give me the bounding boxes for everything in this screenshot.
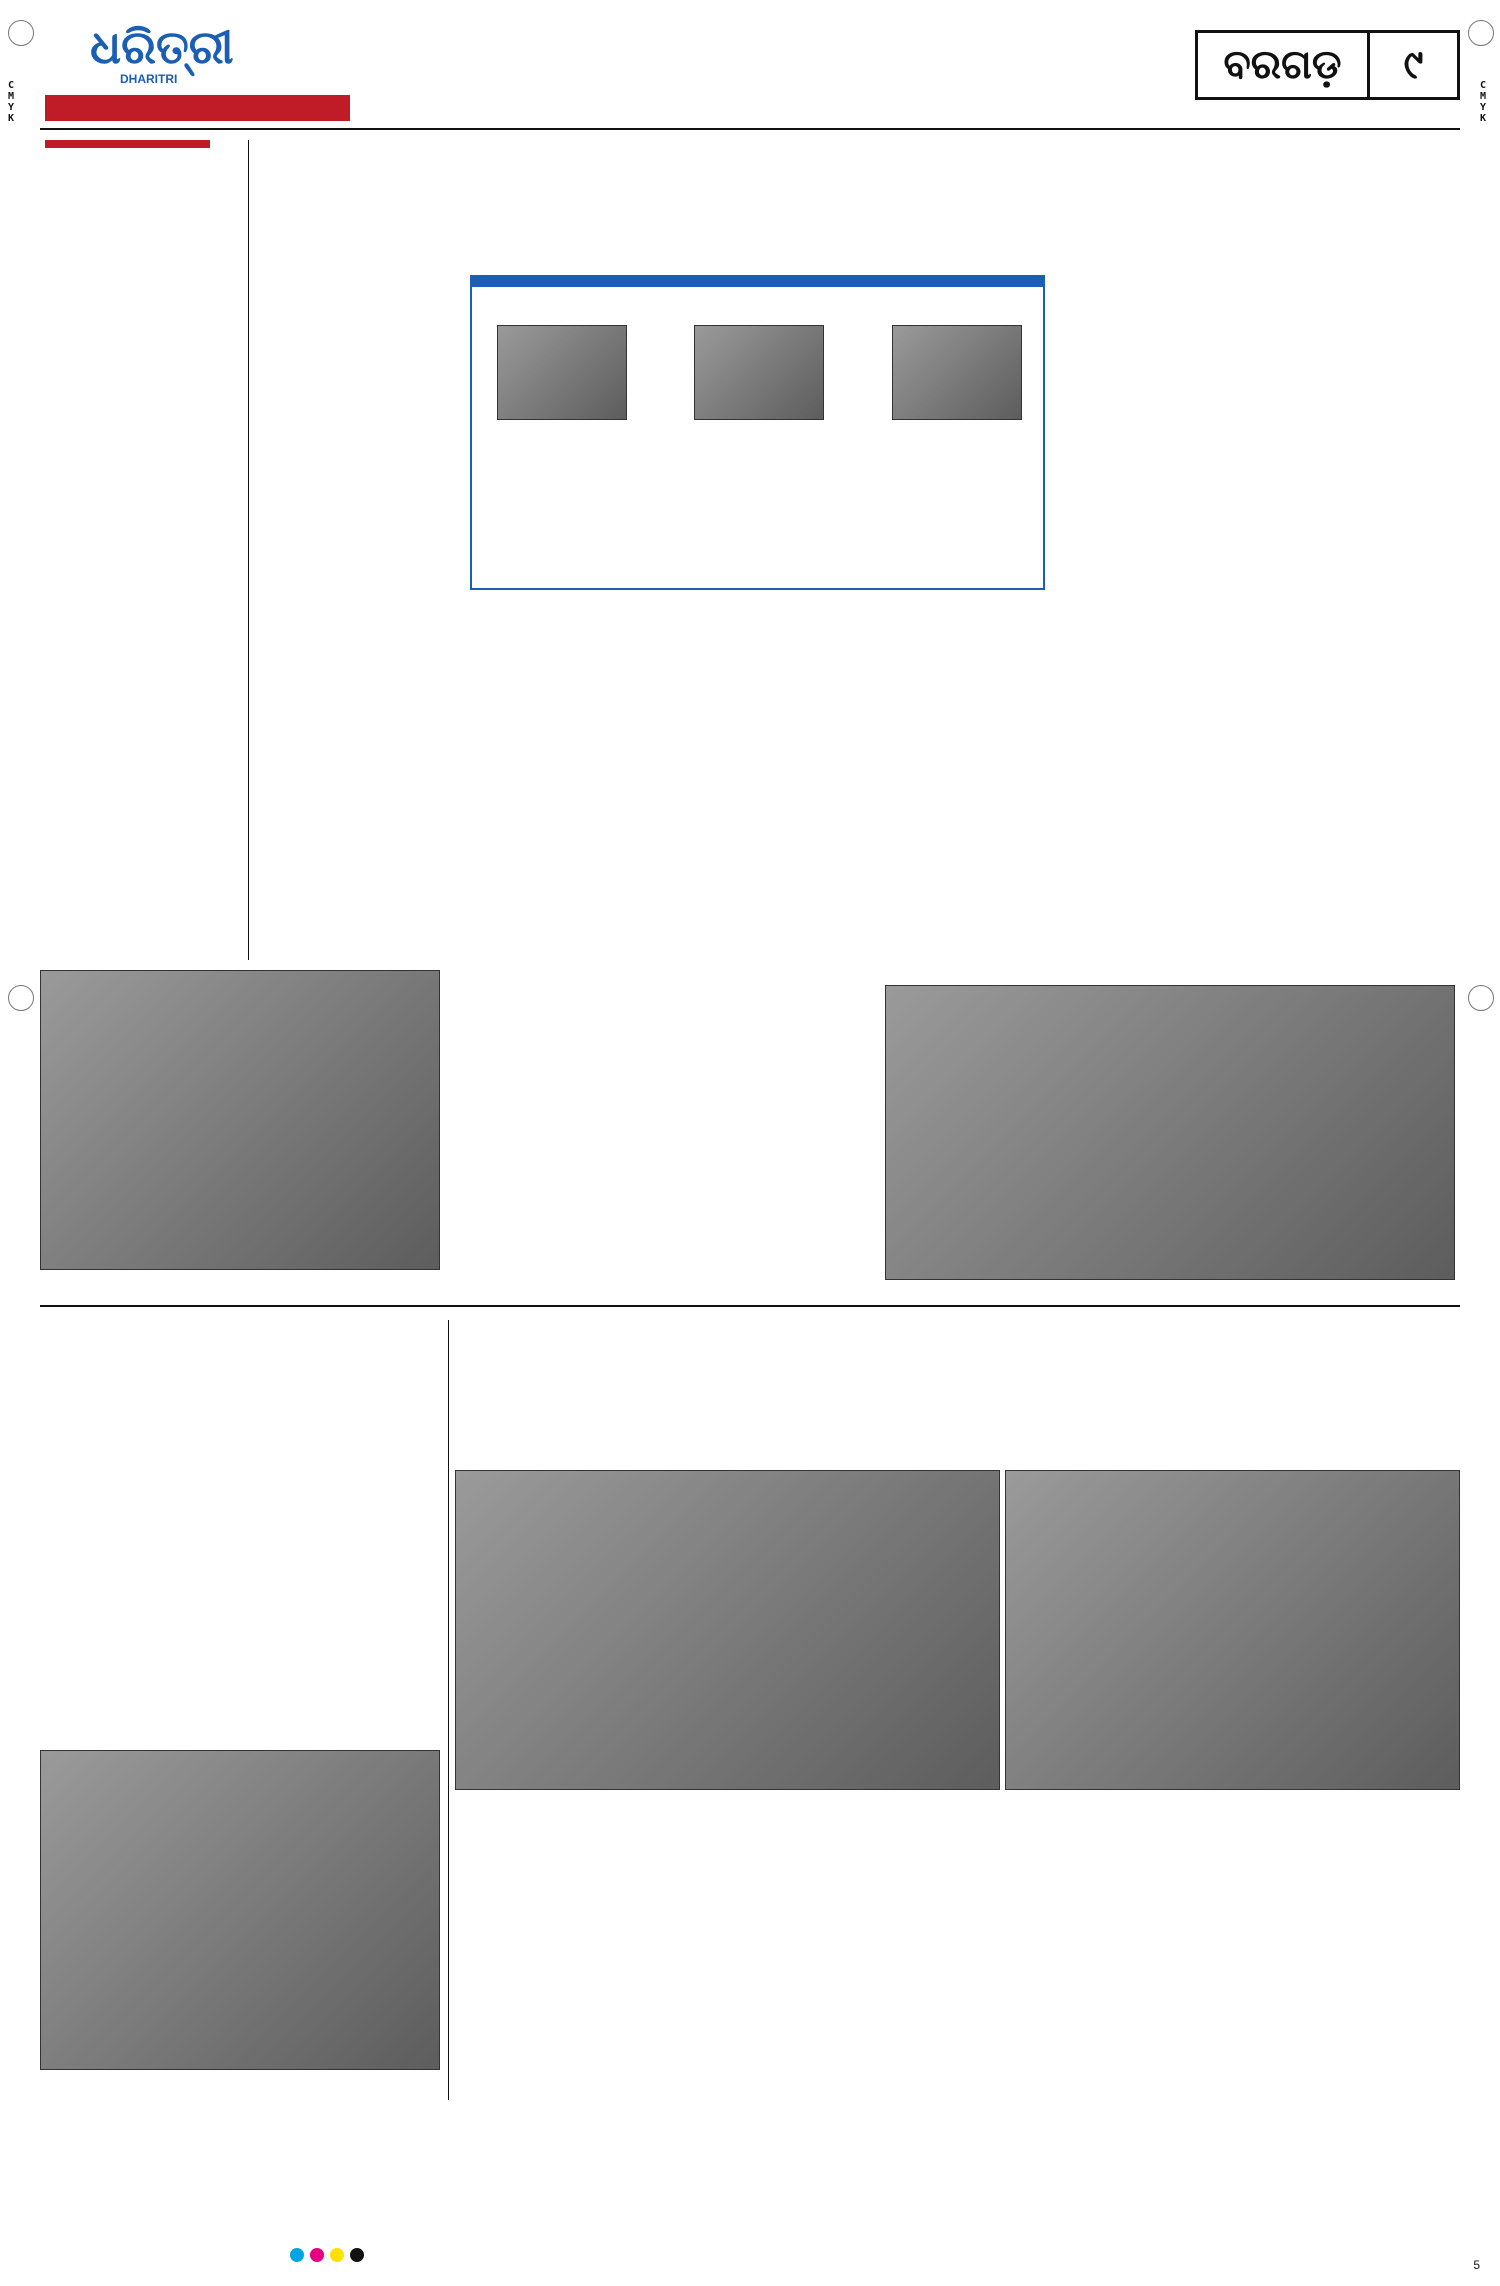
story-body bbox=[1060, 735, 1460, 955]
bank-story-photo bbox=[885, 985, 1455, 1280]
story-body bbox=[1060, 320, 1460, 550]
print-swatch-black bbox=[350, 2248, 364, 2262]
quote-text bbox=[860, 427, 1040, 537]
masthead-rule bbox=[40, 128, 1460, 130]
protest-photo bbox=[455, 1470, 1000, 1790]
lead-body-col1 bbox=[255, 330, 465, 950]
masthead-logo: ଧରିତ୍ରୀ bbox=[90, 20, 234, 74]
masthead-latin: DHARITRI bbox=[120, 72, 178, 86]
registration-mark bbox=[8, 985, 34, 1011]
column-rule bbox=[248, 140, 249, 960]
bank-story-body bbox=[455, 1070, 875, 1290]
protest-photo bbox=[1005, 1470, 1460, 1790]
feature-photo bbox=[40, 970, 440, 1270]
print-swatch-magenta bbox=[310, 2248, 324, 2262]
cricket-body bbox=[40, 1475, 440, 1735]
quote-text bbox=[670, 427, 850, 537]
quote-portrait bbox=[694, 325, 824, 420]
quote-portrait bbox=[497, 325, 627, 420]
print-swatch-cyan bbox=[290, 2248, 304, 2262]
lead-body-col2 bbox=[475, 600, 825, 950]
page-number: ୯ bbox=[1370, 30, 1460, 100]
section-rule bbox=[40, 1305, 1460, 1307]
column-rule bbox=[448, 1320, 449, 2100]
registration-mark bbox=[1468, 985, 1494, 1011]
cmyk-mark: C M Y K bbox=[1480, 80, 1487, 124]
quote-panel-title bbox=[472, 277, 1043, 287]
registration-mark bbox=[1468, 20, 1494, 46]
brief-body bbox=[40, 260, 240, 700]
folio-number: 5 bbox=[1473, 2258, 1480, 2272]
brief-body bbox=[40, 740, 240, 950]
section-name: ବରଗଡ଼ bbox=[1195, 30, 1370, 100]
registration-mark bbox=[8, 20, 34, 46]
quote-portrait bbox=[892, 325, 1022, 420]
cmyk-mark: C M Y K bbox=[8, 80, 15, 124]
print-swatch-yellow bbox=[330, 2248, 344, 2262]
edition-dateline bbox=[45, 95, 350, 121]
protest-body bbox=[455, 1845, 1460, 2095]
quote-panel bbox=[470, 275, 1045, 590]
sidebar-kicker bbox=[45, 140, 210, 148]
cricket-photo bbox=[40, 1750, 440, 2070]
quote-text bbox=[480, 427, 660, 537]
lead-body-lower bbox=[835, 600, 1045, 950]
